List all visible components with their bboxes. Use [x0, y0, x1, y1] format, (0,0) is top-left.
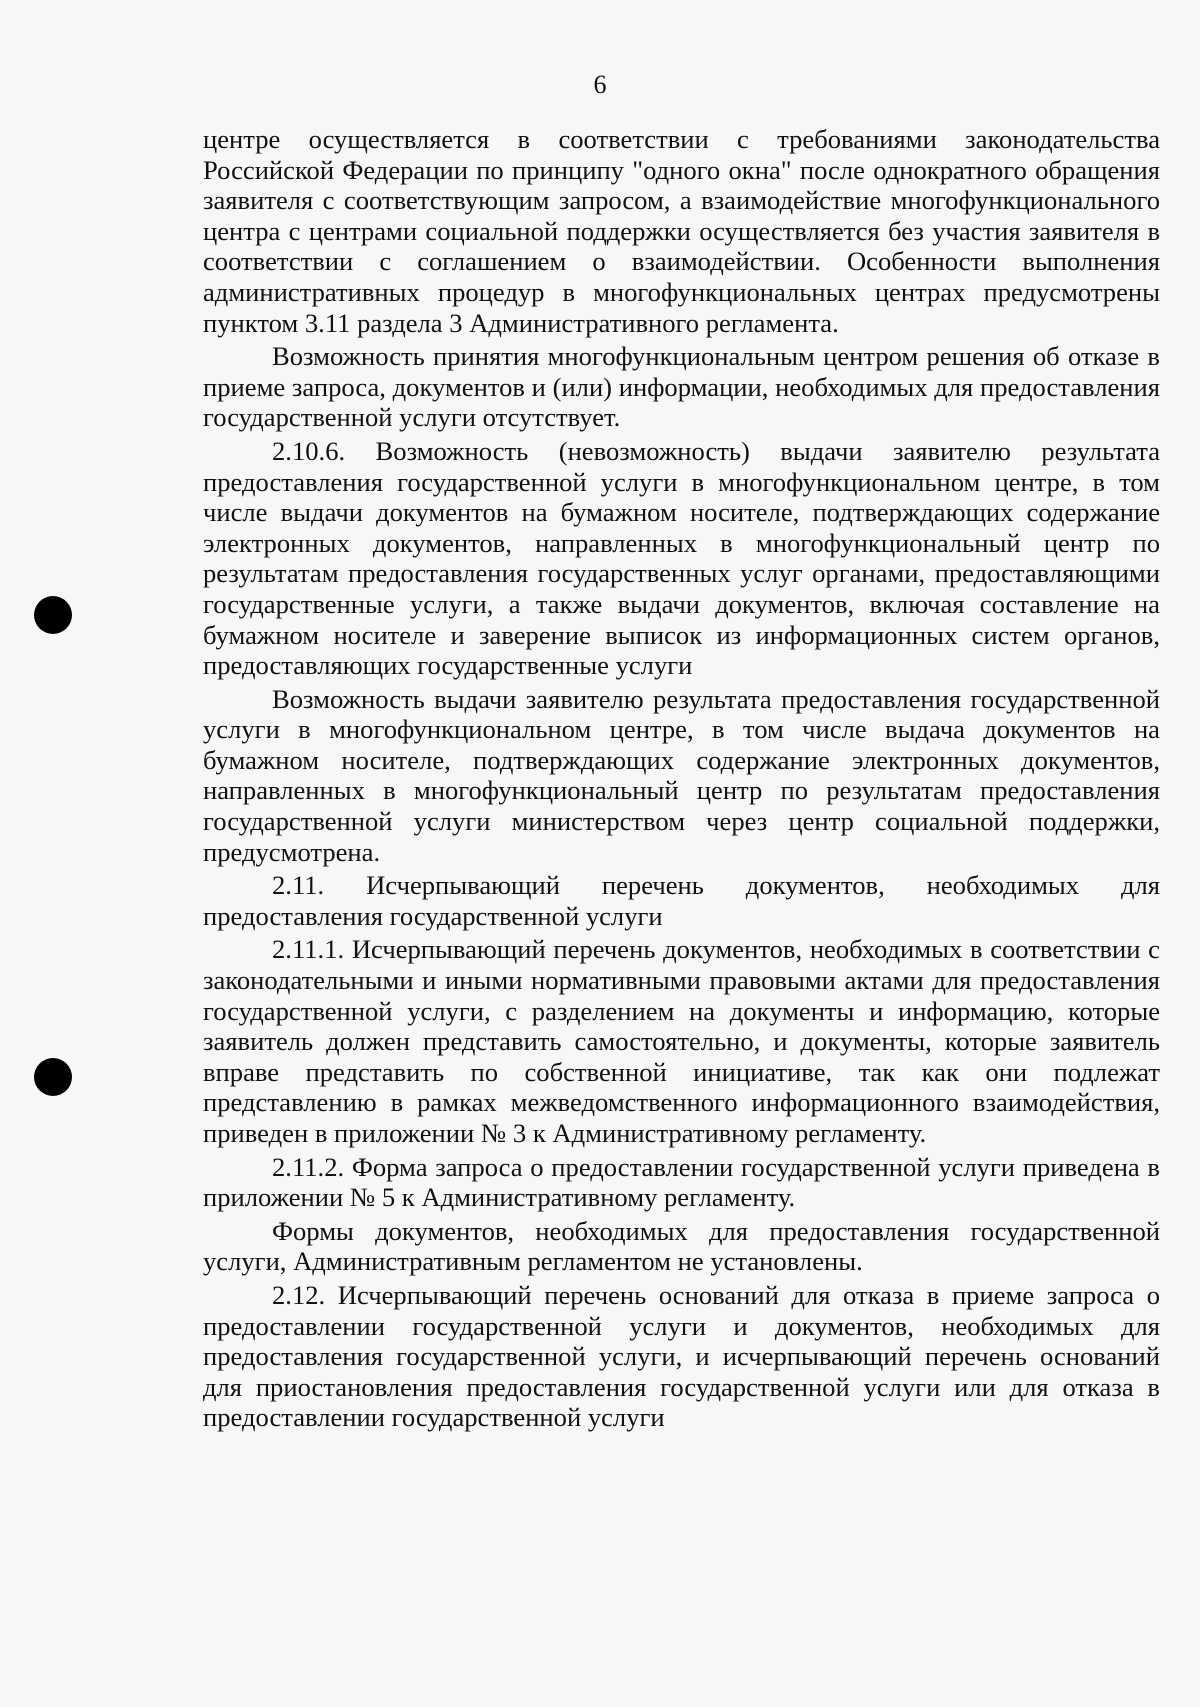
paragraph: Возможность выдачи заявителю результата предоставления государственной услуги в многофункциональном центре, в том числе выдача документов на бумажном носителе, подтверждающих содержание электронных документов, направленных в многофункциональный центр по результатам предоставления государственной услуги министерством через центр социальной поддержки, предусмотрена. — [203, 683, 1160, 867]
page-number: 6 — [593, 70, 607, 99]
paragraph: 2.11.2. Форма запроса о предоставлении государственной услуги приведена в приложении № 5 к Административному регламенту. — [203, 1151, 1160, 1213]
paragraph: 2.10.6. Возможность (невозможность) выдачи заявителю результата предоставления государственной услуги в многофункциональном центре, в том числе выдачи документов на бумажном носителе, подтверждающих содержание электронных документов, направленных в многофункциональный центр по результатам предоставления государственных услуг органами, предоставляющими государственные услуги, а также выдачи документов, включая составление на бумажном носителе и заверение выписок из информационных систем органов, предоставляющих государственные услуги — [203, 435, 1160, 681]
document-body — [203, 124, 1160, 1436]
paragraph: Формы документов, необходимых для предоставления государственной услуги, Административным регламентом не установлены. — [203, 1215, 1160, 1277]
punch-hole — [34, 596, 72, 634]
paragraph: 2.11.1. Исчерпывающий перечень документов, необходимых в соответствии с законодательными и иными нормативными правовыми актами для предоставления государственной услуги, с разделением на документы и информацию, которые заявитель должен представить самостоятельно, и документы, которые заявитель вправе представить по собственной инициативе, так как они подлежат представлению в рамках межведомственного информационного взаимодействия, приведен в приложении № 3 к Административному регламенту. — [203, 934, 1160, 1148]
punch-hole — [34, 1058, 72, 1096]
section-heading: 2.11. Исчерпывающий перечень документов, необходимых для предоставления государственной услуги — [203, 870, 1160, 931]
paragraph: центре осуществляется в соответствии с требованиями законодательства Российской Федерации по принципу "одного окна" после однократного обращения заявителя с соответствующим запросом, а взаимодействие многофункционального центра с центрами социальной поддержки осуществляется без участия заявителя в соответствии с соглашением о взаимодействии. Особенности выполнения административных процедур в многофункциональных центрах предусмотрены пунктом 3.11 раздела 3 Административного регламента. — [203, 124, 1160, 338]
section-heading: 2.12. Исчерпывающий перечень оснований для отказа в приеме запроса о предоставлении государственной услуги и документов, необходимых для предоставления государственной услуги, и исчерпывающий перечень оснований для приостановления предоставления государственной услуги или для отказа в предоставлении государственной услуги — [203, 1279, 1160, 1433]
paragraph: Возможность принятия многофункциональным центром решения об отказе в приеме запроса, документов и (или) информации, необходимых для предоставления государственной услуги отсутствует. — [203, 341, 1160, 433]
